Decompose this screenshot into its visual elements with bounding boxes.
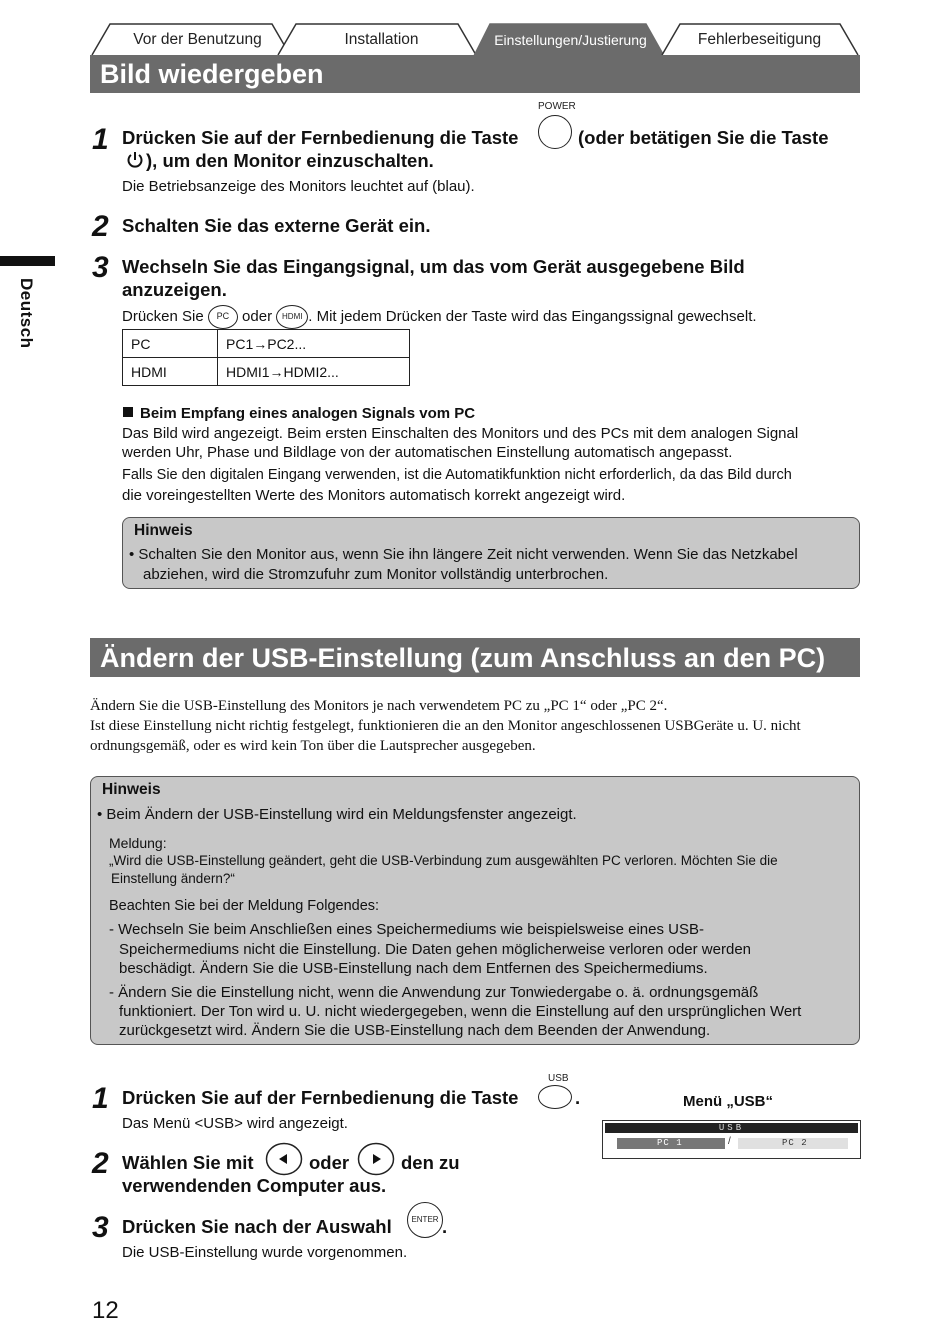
table-cell: PC1→PC2... — [218, 330, 410, 358]
usb-step2-text-c: verwendenden Computer aus. — [122, 1175, 387, 1196]
page-number: 12 — [92, 1297, 119, 1324]
menu-caption: Menü „USB“ — [683, 1093, 773, 1110]
dash-text: zurückgesetzt wird. Ändern Sie die USB-Einstellung nach dem Beenden der Anwendung. — [119, 1022, 711, 1039]
analog-text: werden Uhr, Phase und Bildlage von der automatischen Einstellung automatisch angepasst. — [122, 444, 733, 461]
beachten-heading: Beachten Sie bei der Meldung Folgendes: — [109, 898, 380, 914]
usb-intro: Ist diese Einstellung nicht richtig festgelegt, funktionieren die an den Monitor angeschlossenen USBGeräte u. U. nicht — [90, 718, 801, 734]
usb-step2-or: oder — [309, 1152, 350, 1173]
message-text: Einstellung ändern?“ — [111, 871, 235, 886]
usb-step1-end: . — [575, 1087, 581, 1108]
message-label: Meldung: — [109, 835, 167, 851]
message-text: „Wird die USB-Einstellung geändert, geht die USB-Verbindung zum ausgewählten PC verloren. Möchten Sie die — [109, 853, 778, 868]
analog-text: Das Bild wird angezeigt. Beim ersten Einschalten des Monitors und des PCs mit dem analogen Signal — [122, 425, 799, 442]
step2-text: Schalten Sie das externe Gerät ein. — [122, 215, 431, 236]
power-symbol-icon — [126, 151, 144, 169]
analog-text: die voreingestellten Werte des Monitors automatisch korrekt angezeigt wird. — [122, 487, 626, 504]
note-title: Hinweis — [102, 781, 161, 798]
tab-fehlerbeseitigung[interactable]: Fehlerbeseitigung — [697, 31, 822, 48]
section-title-bild: Bild wiedergeben — [90, 55, 860, 93]
right-arrow-button-icon — [357, 1142, 395, 1176]
step-number: 1 — [92, 1082, 109, 1115]
dash-text: - Wechseln Sie beim Anschließen eines Speichermediums wie beispielsweise eines USB- — [109, 921, 704, 938]
dash-text: - Ändern Sie die Einstellung nicht, wenn die Anwendung zur Tonwiedergabe o. ä. ordnungsgemäß — [109, 984, 759, 1001]
note-box — [122, 517, 860, 589]
input-signal-table — [122, 329, 410, 386]
step-number: 1 — [92, 123, 109, 156]
step1-text-c: ), um den Monitor einzuschalten. — [146, 150, 434, 171]
usb-intro: Ändern Sie die USB-Einstellung des Monitors je nach verwendetem PC zu „PC 1“ oder „PC 2“. — [90, 698, 668, 714]
tab-installation[interactable]: Installation — [344, 31, 419, 48]
step3-text-a: Wechseln Sie das Eingangsignal, um das vom Gerät ausgegebene Bild — [122, 256, 745, 277]
square-bullet-icon — [123, 407, 133, 417]
power-button-icon — [538, 115, 572, 149]
table-row — [123, 330, 410, 358]
step3-subtext — [122, 305, 757, 329]
table-cell: HDMI1→HDMI2... — [218, 358, 410, 386]
note-text: • Beim Ändern der USB-Einstellung wird ein Meldungsfenster angezeigt. — [97, 806, 577, 823]
usb-label: USB — [548, 1073, 569, 1084]
usb-step2-text-a: Wählen Sie mit — [122, 1152, 254, 1173]
note-text: abziehen, wird die Stromzufuhr zum Monitor vollständig unterbrochen. — [143, 566, 609, 583]
step-number: 3 — [92, 251, 109, 284]
usb-note-box — [90, 776, 860, 1045]
usb-menu-illustration — [602, 1120, 861, 1159]
side-marker — [0, 256, 55, 266]
table-cell: HDMI — [123, 358, 218, 386]
analog-text: Falls Sie den digitalen Eingang verwenden, ist die Automatikfunktion nicht erforderlich, da das Bild durch — [122, 467, 792, 483]
step3-text-b: anzuzeigen. — [122, 279, 227, 300]
step1-text-b: (oder betätigen Sie die Taste — [578, 127, 829, 148]
usb-step1-text: Drücken Sie auf der Fernbedienung die Taste — [122, 1087, 519, 1108]
menu-option-pc2: PC 2 — [738, 1138, 848, 1149]
power-label: POWER — [538, 101, 576, 112]
usb-step2-text-b: den zu — [401, 1152, 460, 1173]
step-number: 2 — [92, 210, 109, 243]
section-title-usb: Ändern der USB-Einstellung (zum Anschluss an den PC) — [90, 638, 860, 677]
usb-step3-text: Drücken Sie nach der Auswahl — [122, 1216, 392, 1237]
usb-intro: ordnungsgemäß, oder es wird kein Ton über die Lautsprecher ausgegeben. — [90, 738, 536, 754]
note-text: • Schalten Sie den Monitor aus, wenn Sie ihn längere Zeit nicht verwenden. Wenn Sie das Netzkabel — [129, 546, 798, 563]
usb-step1-subtext: Das Menü <USB> wird angezeigt. — [122, 1115, 348, 1132]
step1-subtext: Die Betriebsanzeige des Monitors leuchtet auf (blau). — [122, 178, 475, 195]
table-cell: PC — [123, 330, 218, 358]
dash-text: Speichermediums nicht die Einstellung. Die Daten gehen möglicherweise verloren oder werden — [119, 941, 752, 958]
step1-text-a: Drücken Sie auf der Fernbedienung die Taste — [122, 127, 519, 148]
usb-button-icon — [538, 1085, 572, 1109]
note-title: Hinweis — [134, 522, 193, 539]
step3-sub-a: Drücken Sie — [122, 307, 204, 325]
table-row — [123, 358, 410, 386]
dash-text: funktioniert. Der Ton wird u. U. nicht wiedergegeben, wenn die Einstellung auf den ursprünglichen Wert — [119, 1003, 802, 1020]
tab-einstellungen[interactable]: Einstellungen/Justierung — [494, 32, 647, 48]
step-number: 2 — [92, 1147, 109, 1180]
hdmi-button-icon: HDMI — [276, 305, 308, 329]
side-language-label: Deutsch — [17, 278, 36, 349]
analog-heading: Beim Empfang eines analogen Signals vom PC — [140, 405, 476, 422]
usb-step3-subtext: Die USB-Einstellung wurde vorgenommen. — [122, 1244, 408, 1261]
step-number: 3 — [92, 1211, 109, 1244]
step3-sub-b: . Mit jedem Drücken der Taste wird das Eingangssignal gewechselt. — [308, 307, 757, 325]
usb-step3-end: . — [442, 1216, 448, 1237]
menu-header: USB — [605, 1123, 858, 1133]
pc-button-icon: PC — [208, 305, 238, 329]
menu-separator: / — [728, 1136, 731, 1147]
chapter-tabs — [90, 22, 860, 56]
step3-sub-or: oder — [242, 307, 273, 325]
menu-option-pc1: PC 1 — [617, 1138, 725, 1149]
tab-vor-der-benutzung[interactable]: Vor der Benutzung — [133, 31, 262, 48]
left-arrow-button-icon — [265, 1142, 303, 1176]
dash-text: beschädigt. Ändern Sie die USB-Einstellung nach dem Entfernen des Speichermediums. — [119, 960, 708, 977]
enter-button-icon: ENTER — [407, 1202, 443, 1238]
